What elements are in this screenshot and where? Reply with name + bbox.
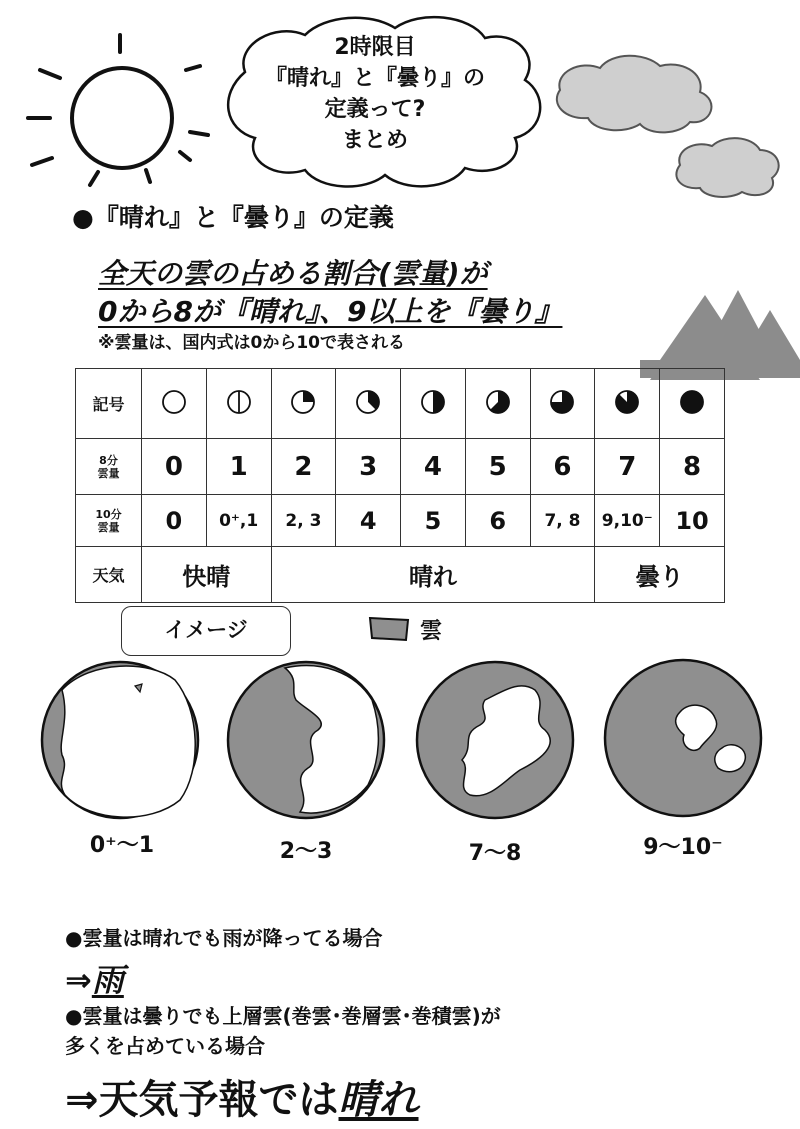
globe-9-10 — [605, 660, 761, 816]
globe-label-2-3: 2〜3 — [279, 839, 333, 864]
eighths-value: 2 — [271, 439, 336, 495]
tenths-value: 2, 3 — [271, 495, 336, 547]
symbol-cell — [595, 369, 660, 439]
row-label-eighths: 8分 雲量 — [76, 439, 142, 495]
weather-fine: 晴れ — [271, 547, 595, 603]
eighths-value: 3 — [336, 439, 401, 495]
symbol-cell — [660, 369, 725, 439]
arrow-rain-prefix: ⇒ — [65, 961, 92, 999]
tenths-row — [76, 495, 725, 547]
tenths-value: 0⁺,1 — [206, 495, 271, 547]
cloud-symbol-icon — [289, 388, 317, 416]
cloud-symbol-icon — [354, 388, 382, 416]
bullet-upper-cloud-case-2: 多くを占めている場合 — [65, 1034, 265, 1058]
cloud-symbol-icon — [419, 388, 447, 416]
tenths-value: 6 — [465, 495, 530, 547]
cloud-legend-swatch — [370, 618, 408, 640]
eighths-value: 1 — [206, 439, 271, 495]
globe-0-1 — [42, 662, 198, 818]
symbol-cell — [336, 369, 401, 439]
globe-label-7-8: 7〜8 — [468, 841, 522, 866]
cloud-symbol-icon — [225, 388, 253, 416]
eighths-row — [76, 439, 725, 495]
arrow-forecast-emph: 晴れ — [338, 1077, 419, 1123]
tenths-value: 5 — [401, 495, 466, 547]
tenths-value: 4 — [336, 495, 401, 547]
image-tab-label: イメージ — [121, 606, 291, 656]
eighths-value: 5 — [465, 439, 530, 495]
weather-clear: 快晴 — [142, 547, 272, 603]
arrow-rain-emph: 雨 — [91, 961, 124, 999]
cloud-cover-table — [75, 368, 725, 603]
globe-label-0-1: 0⁺〜1 — [89, 833, 155, 858]
globe-7-8 — [417, 662, 573, 818]
cloud-line-1: 2時限目 — [334, 35, 416, 60]
eighths-value: 4 — [401, 439, 466, 495]
eighths-value: 8 — [660, 439, 725, 495]
eighths-value: 7 — [595, 439, 660, 495]
globe-2-3 — [228, 662, 384, 818]
cloud-symbol-icon — [678, 388, 706, 416]
symbol-cell — [271, 369, 336, 439]
symbol-cell — [465, 369, 530, 439]
arrow-forecast-prefix: ⇒天気予報では — [65, 1077, 339, 1123]
bullet-rain-case: ●雲量は晴れでも雨が降ってる場合 — [65, 926, 383, 950]
weather-row — [76, 547, 725, 603]
symbol-cell — [401, 369, 466, 439]
cloud-symbol-icon — [484, 388, 512, 416]
weather-cloudy: 曇り — [595, 547, 725, 603]
sun-icon — [28, 35, 208, 185]
arrow-rain — [65, 955, 124, 1001]
tenths-value: 0 — [142, 495, 207, 547]
headline-line-2: 0から8が『晴れ』、9以上を『曇り』 — [98, 295, 563, 328]
cloud-line-3: 定義って? — [324, 97, 426, 122]
note: ※雲量は、国内式は0から10で表される — [98, 333, 406, 353]
cloud-symbol-icon — [548, 388, 576, 416]
speech-cloud-text — [250, 32, 500, 156]
bullet-upper-cloud-case-1: ●雲量は曇りでも上層雲(巻雲･巻層雲･巻積雲)が — [65, 1004, 501, 1028]
trees-icon — [640, 290, 800, 380]
symbol-cell — [530, 369, 595, 439]
row-label-symbol: 記号 — [76, 369, 142, 439]
headline-line-1: 全天の雲の占める割合(雲量)が — [98, 257, 488, 290]
arrow-forecast — [65, 1068, 419, 1125]
cloud-symbol-icon — [160, 388, 188, 416]
symbol-cell — [206, 369, 271, 439]
grey-cloud-icon — [557, 56, 779, 197]
cloud-line-4: まとめ — [341, 128, 408, 153]
symbol-cell — [142, 369, 207, 439]
tenths-value: 7, 8 — [530, 495, 595, 547]
cloud-symbol-icon — [613, 388, 641, 416]
symbol-row — [76, 369, 725, 439]
tenths-value: 9,10⁻ — [595, 495, 660, 547]
globe-label-9-10: 9〜10⁻ — [643, 835, 723, 860]
row-label-tenths: 10分 雲量 — [76, 495, 142, 547]
tenths-value: 10 — [660, 495, 725, 547]
section-title: ●『晴れ』と『曇り』の定義 — [72, 203, 394, 232]
eighths-value: 6 — [530, 439, 595, 495]
legend-label: 雲 — [420, 619, 443, 644]
row-label-weather: 天気 — [76, 547, 142, 603]
eighths-value: 0 — [142, 439, 207, 495]
cloud-line-2: 『晴れ』と『曇り』の — [264, 66, 485, 91]
